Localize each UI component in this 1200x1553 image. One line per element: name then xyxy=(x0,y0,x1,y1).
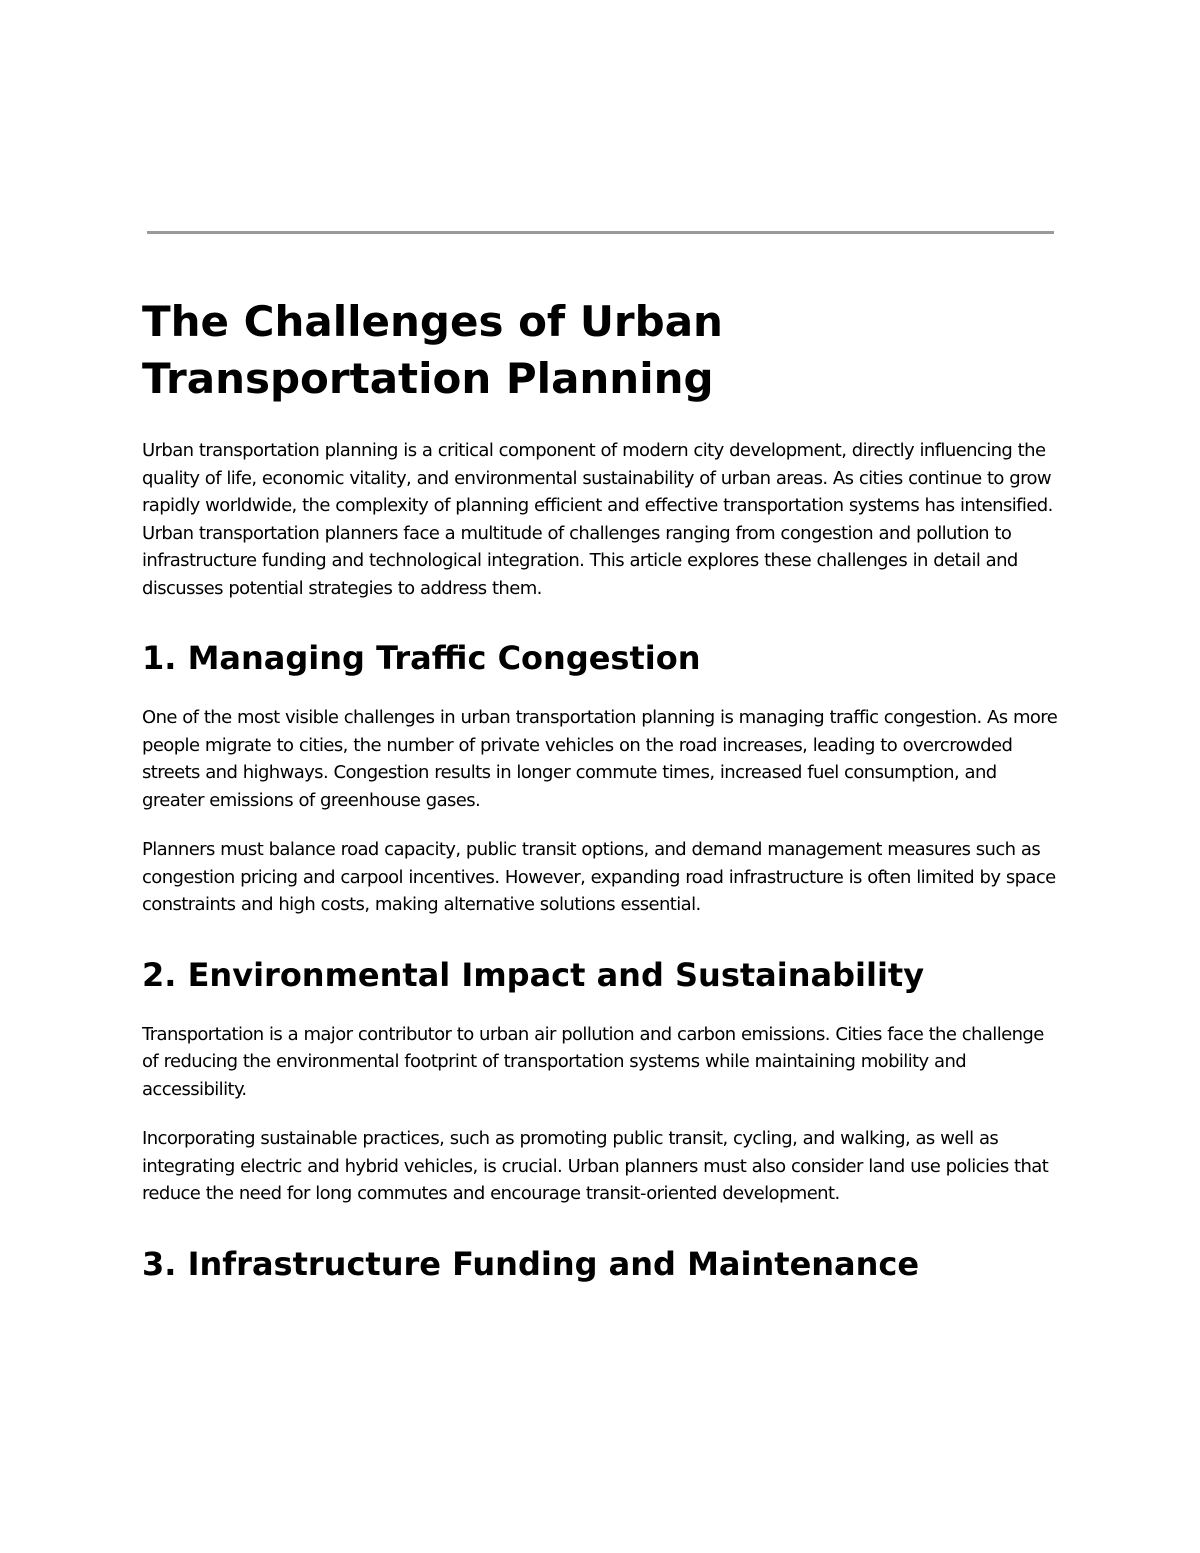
section-paragraph: Incorporating sustainable practices, such as promoting public transit, cycling, and walking, as well as integrating electric and hybrid vehicles, is crucial. Urban planners must also consider land use policies that reduce the need for long commutes and encourage transit-oriented development. xyxy=(142,1128,1049,1204)
section-paragraph: Transportation is a major contributor to urban air pollution and carbon emissions. Cities face the challenge of reducing the environmental footprint of transportation systems while maintaining mobility and accessibility. xyxy=(142,1023,1044,1100)
horizontal-rule xyxy=(147,231,1054,234)
article-body xyxy=(142,293,1062,1310)
section-heading-environmental-impact: 2. Environmental Impact and Sustainability xyxy=(142,955,925,994)
section-paragraph: One of the most visible challenges in urban transportation planning is managing traffic congestion. As more people migrate to cities, the number of private vehicles on the road increases, leading to overcrowded streets and highways. Congestion results in longer commute times, increased fuel consumption, and greater emissions of greenhouse gases. xyxy=(142,707,1058,811)
page-title: The Challenges of Urban Transportation Planning xyxy=(142,297,723,403)
intro-paragraph: Urban transportation planning is a critical component of modern city development, directly influencing the quality of life, economic vitality, and environmental sustainability of urban areas. As cities continue to grow rapidly worldwide, the complexity of planning efficient and effective transportation systems has intensified. Urban transportation planners face a multitude of challenges ranging from congestion and pollution to infrastructure funding and technological integration. This article explores these challenges in detail and discusses potential strategies to address them. xyxy=(142,440,1053,599)
section-heading-infrastructure-funding: 3. Infrastructure Funding and Maintenance xyxy=(142,1244,920,1283)
section-heading-traffic-congestion: 1. Managing Traffic Congestion xyxy=(142,639,701,677)
section-paragraph: Planners must balance road capacity, public transit options, and demand management measures such as congestion pricing and carpool incentives. However, expanding road infrastructure is often limited by space constraints and high costs, making alternative solutions essential. xyxy=(142,839,1056,915)
